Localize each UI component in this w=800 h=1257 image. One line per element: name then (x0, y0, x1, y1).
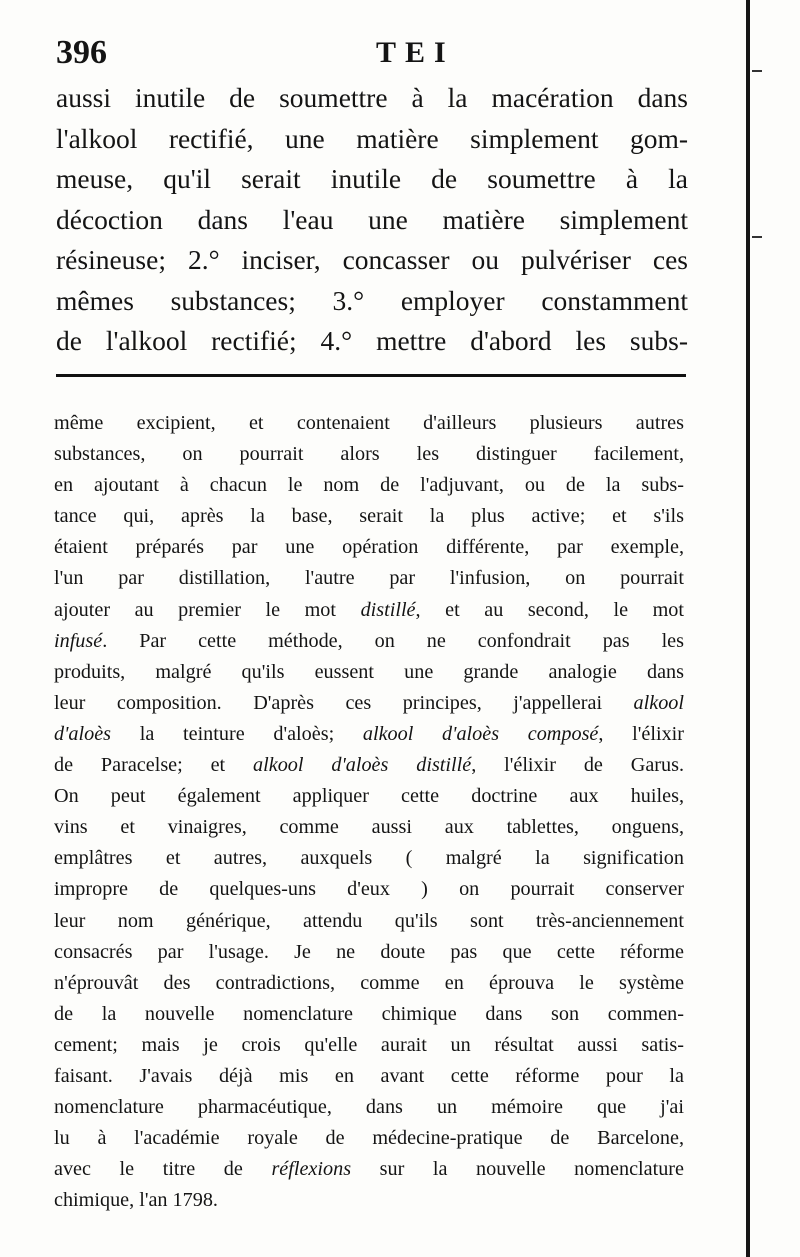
footnote-line (54, 874, 684, 905)
footnote-text-run: impropre de quelques-uns d'eux ) on pourrait conserver (54, 878, 684, 901)
page-number: 396 (56, 34, 107, 71)
main-text-line: décoction dans l'eau une matière simplement (56, 203, 688, 235)
footnote-text-run: n'éprouvât des contradictions, comme en éprouva le système (54, 971, 684, 994)
edge-mark (752, 236, 762, 238)
footnote-line (54, 1185, 684, 1216)
page-edge-rule (746, 0, 750, 1257)
footnote-line (54, 843, 684, 874)
footnote-line (54, 532, 684, 563)
footnote-text-run: de la nouvelle nomenclature chimique dans son commen- (54, 1002, 684, 1025)
footnote-line (54, 657, 684, 688)
footnote-text-run: la teinture d'aloès; (111, 722, 363, 745)
footnote-text-run: tance qui, après la base, serait la plus active; et s'ils (54, 505, 684, 528)
footnote-line (54, 812, 684, 843)
footnote-text-run: consacrés par l'usage. Je ne doute pas que cette réforme (54, 940, 684, 963)
footnote-text-run: faisant. J'avais déjà mis en avant cette réforme pour la (54, 1064, 684, 1087)
footnote-line (54, 688, 684, 719)
footnote-line (54, 408, 684, 439)
page-header (56, 34, 686, 70)
footnote-line (54, 563, 684, 594)
footnote-line (54, 1061, 684, 1092)
edge-mark (752, 70, 762, 72)
footnote-text-run: l'un par distillation, l'autre par l'infusion, on pourrait (54, 567, 684, 590)
main-text-line: résineuse; 2.° inciser, concasser ou pulvériser ces (56, 244, 688, 275)
footnote-line (54, 968, 684, 999)
footnote-italic-run: d'aloès (54, 722, 112, 745)
footnote-italic-run: alkool d'aloès composé (362, 722, 599, 745)
footnote-text-run: étaient préparés par une opération différente, par exemple, (54, 536, 684, 559)
main-text-line: l'alkool rectifié, une matière simplement gom- (56, 122, 688, 154)
footnote-text-run: lu à l'académie royale de médecine-pratique de Barcelone, (54, 1127, 684, 1150)
footnote-italic-run: alkool d'aloès distillé (253, 754, 472, 777)
footnote-line (54, 626, 684, 657)
main-text-line: mêmes substances; 3.° employer constamment (56, 284, 688, 316)
footnote-text-run: leur nom générique, attendu qu'ils sont très-anciennement (54, 909, 684, 932)
main-text-line: aussi inutile de soumettre à la macération dans (56, 82, 688, 113)
footnote-line (54, 999, 684, 1030)
running-head: TEI (376, 36, 455, 69)
footnote-italic-run: réflexions (271, 1158, 352, 1181)
footnote-text-run: même excipient, et contenaient d'ailleurs plusieurs autres (54, 412, 684, 434)
footnote-text-run: nomenclature pharmacéutique, dans un mémoire que j'ai (54, 1096, 684, 1119)
footnote-text-run: . Par cette méthode, on ne confondrait pas les (102, 629, 684, 652)
footnote-text-run: en ajoutant à chacun le nom de l'adjuvant, ou de la subs- (54, 474, 684, 497)
footnote-line (54, 719, 684, 750)
footnote-text-run: , l'élixir de Garus. (471, 754, 684, 777)
footnote-line (54, 1092, 684, 1123)
footnote-line (54, 501, 684, 532)
footnote-text-run: ajouter au premier le mot (54, 598, 361, 621)
footnote-text-run: sur la nouvelle nomenclature (351, 1158, 684, 1181)
footnote-italic-run: infusé (54, 629, 103, 652)
footnote-line (54, 937, 684, 968)
footnote-line (54, 906, 684, 937)
footnote-text-run: leur composition. D'après ces principes, j'appellerai (54, 691, 634, 714)
footnote-divider (56, 374, 686, 377)
footnote-text-run: emplâtres et autres, auxquels ( malgré la signification (54, 847, 684, 870)
footnote-text-run: , l'élixir (598, 722, 685, 745)
footnote-line (54, 781, 684, 812)
footnote-text-run: avec le titre de (54, 1158, 272, 1181)
footnote-line (54, 595, 684, 626)
footnote-line (54, 1154, 684, 1185)
footnote-line (54, 1123, 684, 1154)
footnote-line (54, 750, 684, 781)
footnote-block (54, 408, 684, 1216)
footnote-text-run: substances, on pourrait alors les distinguer facilement, (54, 443, 684, 466)
footnote-text-run: On peut également appliquer cette doctrine aux huiles, (54, 785, 684, 808)
main-text-line: de l'alkool rectifié; 4.° mettre d'abord les subs- (56, 325, 688, 356)
footnote-text-run: produits, malgré qu'ils eussent une grande analogie dans (54, 660, 684, 683)
footnote-text-run: vins et vinaigres, comme aussi aux tablettes, onguens, (54, 816, 684, 839)
footnote-text-run: cement; mais je crois qu'elle aurait un résultat aussi satis- (54, 1033, 684, 1056)
footnote-text-run: , et au second, le mot (415, 598, 684, 621)
footnote-line (54, 1030, 684, 1061)
footnote-line (54, 439, 684, 470)
main-text-line: meuse, qu'il serait inutile de soumettre à la (56, 163, 688, 194)
footnote-line (54, 470, 684, 501)
footnote-italic-run: distillé (360, 598, 416, 621)
main-text-block (56, 78, 688, 362)
footnote-italic-run: alkool (633, 691, 684, 714)
footnote-text-run: chimique, l'an 1798. (54, 1189, 218, 1212)
footnote-text-run: de Paracelse; et (54, 754, 254, 777)
